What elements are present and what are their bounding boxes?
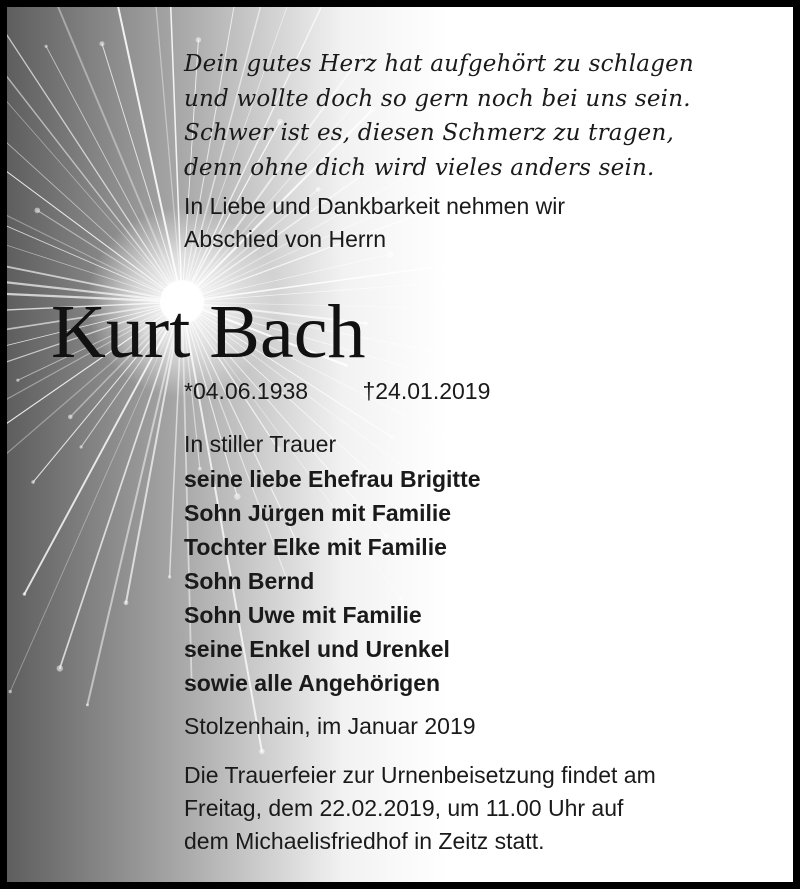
verse-line: und wollte doch so gern noch bei uns sein. <box>184 85 691 112</box>
mourner: Sohn Uwe mit Familie <box>184 602 422 628</box>
mourner: Tochter Elke mit Familie <box>184 534 447 560</box>
intro-line: In Liebe und Dankbarkeit nehmen wir <box>184 193 566 219</box>
place-and-date: Stolzenhain, im Januar 2019 <box>184 713 476 739</box>
mourner: Sohn Bernd <box>184 568 315 594</box>
mourner: sowie alle Angehörigen <box>184 670 441 696</box>
deceased-name: Kurt Bach <box>51 290 366 374</box>
funeral-line: Freitag, dem 22.02.2019, um 11.00 Uhr auf <box>184 795 624 821</box>
verse-line: Dein gutes Herz hat aufgehört zu schlagen <box>184 51 694 77</box>
funeral-line: Die Trauerfeier zur Urnenbeisetzung findet am <box>184 762 656 788</box>
poem-verse <box>184 47 694 185</box>
death-date: †24.01.2019 <box>362 378 491 404</box>
mourner: seine Enkel und Urenkel <box>184 636 450 662</box>
birth-date: *04.06.1938 <box>184 378 309 404</box>
funeral-line: dem Michaelisfriedhof in Zeitz statt. <box>184 828 545 854</box>
funeral-info <box>184 759 656 858</box>
farewell-intro <box>184 190 565 256</box>
verse-line: denn ohne dich wird vieles anders sein. <box>184 154 655 181</box>
mourner: seine liebe Ehefrau Brigitte <box>184 466 481 492</box>
mourning-label: In stiller Trauer <box>184 431 337 457</box>
mourners-list <box>184 462 481 700</box>
life-dates <box>184 376 490 406</box>
mourner: Sohn Jürgen mit Familie <box>184 500 452 526</box>
verse-line: Schwer ist es, diesen Schmerz zu tragen, <box>184 120 674 146</box>
intro-line: Abschied von Herrn <box>184 226 386 252</box>
